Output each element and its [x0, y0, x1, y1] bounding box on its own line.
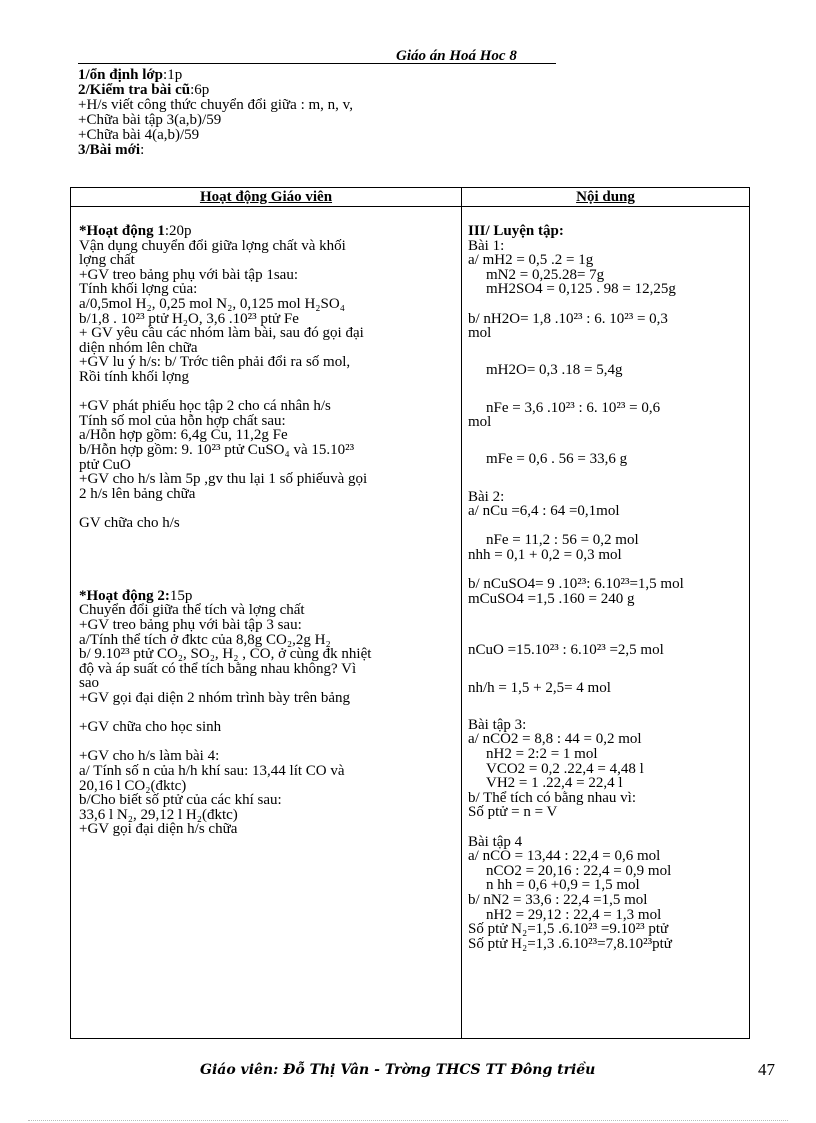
activity-line [78, 128, 353, 143]
line-text: Bài tập 3: [468, 716, 527, 733]
line-text: b/ nCuSO4= 9 .10²³: 6.10²³=1,5 mol [468, 576, 684, 593]
content-line [468, 282, 744, 297]
line-text: VH2 = 1 .22,4 = 22,4 l [486, 775, 623, 792]
footer-author: Giáo viên: Đỗ Thị Vân - Trờng THCS TT Đông triều [200, 1062, 596, 1078]
content-line [468, 908, 744, 923]
line-text: b/1,8 . 10²³ ptử H₂O, 3,6 .10²³ ptử Fe [79, 310, 299, 327]
line-text: :20p [164, 223, 192, 239]
content-line [468, 297, 744, 312]
line-text: mCuSO4 =1,5 .160 = 240 g [468, 590, 635, 607]
line-text: b/ 9.10²³ ptử CO₂, SO₂, H₂ , CO, ở cùng đk nhiệt [79, 646, 372, 663]
activity-line [79, 530, 455, 545]
line-text: mH2SO4 = 0,125 . 98 = 12,25g [486, 281, 676, 298]
line-text: mol [468, 325, 492, 342]
line-text: mH2O= 0,3 .18 = 5,4g [486, 362, 623, 379]
activity-line [79, 691, 455, 706]
line-bold: *Hoạt động 1 [79, 223, 165, 239]
content-line [468, 718, 744, 733]
line-text: +GV cho h/s làm bài 4: [79, 748, 220, 765]
line-text: mFe = 0,6 . 56 = 33,6 g [486, 451, 628, 468]
activity-line [79, 312, 455, 327]
line-text: a/ mH2 = 0,5 .2 = 1g [468, 252, 594, 269]
content-line [468, 805, 744, 820]
content-line [468, 504, 744, 519]
content-line [468, 562, 744, 577]
activity-line [79, 472, 455, 487]
activity-line [79, 793, 455, 808]
content-line [468, 326, 744, 341]
activity-line [79, 487, 455, 502]
content-column [468, 224, 744, 951]
line-text: :1p [163, 67, 183, 83]
content-line [468, 629, 744, 644]
content-line [468, 239, 744, 254]
line-text: Số ptử H₂=1,3 .6.10²³=7,8.10²³ptử [468, 935, 672, 952]
content-line [468, 791, 744, 806]
line-text: +GV treo bảng phụ với bài tập 1sau: [79, 266, 298, 283]
line-text: :6p [190, 82, 210, 98]
line-text: b/Hỗn hợp gồm: 9. 10²³ ptử CuSO₄ và 15.10²³ [79, 441, 355, 458]
content-line [468, 776, 744, 791]
lesson-table [70, 187, 750, 1039]
content-line [468, 762, 744, 777]
activity-line [79, 224, 455, 239]
content-line [468, 864, 744, 879]
line-text: 33,6 l N₂, 29,12 l H₂(đktc) [79, 806, 238, 823]
line-text: nH2 = 2:2 = 1 mol [486, 746, 598, 762]
content-line [468, 747, 744, 762]
line-bold: 1/ổn định lớp [78, 67, 164, 83]
activity-line [79, 808, 455, 823]
activity-line [79, 706, 455, 721]
activity-line [79, 282, 455, 297]
content-line [468, 835, 744, 850]
content-line [468, 415, 744, 430]
line-text: Bài 1: [468, 237, 505, 254]
activity-line [79, 735, 455, 750]
content-line [468, 732, 744, 747]
line-text: +GV treo bảng phụ với bài tập 3 sau: [79, 617, 302, 634]
content-line [468, 922, 744, 937]
activity-line [79, 370, 455, 385]
teacher-activity-column [79, 224, 455, 837]
content-line [468, 681, 744, 696]
activity-line [79, 268, 455, 283]
content-line [468, 312, 744, 327]
page-bottom-rule [28, 1120, 788, 1121]
line-text: Tính số mol của hỗn hợp chất sau: [79, 412, 286, 429]
line-text: +Chữa bài tập 3(a,b)/59 [78, 112, 222, 128]
header-title: Giáo án Hoá Hoc 8 [396, 48, 517, 64]
content-line [468, 878, 744, 893]
line-text: Rồi tính khối lợng [79, 368, 190, 385]
activity-line [78, 143, 353, 158]
line-text: 2 h/s lên bảng chữa [79, 485, 196, 502]
line-text: nCO2 = 20,16 : 22,4 = 0,9 mol [486, 862, 672, 879]
activity-line [79, 720, 455, 735]
line-text: n hh = 0,6 +0,9 = 1,5 mol [486, 877, 640, 894]
line-text: a/Tính thể tích ở đktc của 8,8g CO₂,2g H₂ [79, 631, 331, 648]
activity-line [79, 662, 455, 677]
line-text: nFe = 11,2 : 56 = 0,2 mol [486, 532, 639, 549]
activity-line [79, 574, 455, 589]
line-text: Số ptử = n = V [468, 804, 558, 821]
page-number: 47 [758, 1060, 775, 1079]
line-text: nhh = 0,1 + 0,2 = 0,3 mol [468, 546, 622, 563]
content-line [468, 363, 744, 378]
intro-section [78, 68, 353, 158]
line-text: a/ nCu =6,4 : 64 =0,1mol [468, 503, 620, 520]
line-text: a/ Tính số n của h/h khí sau: 13,44 lít CO và [79, 762, 345, 779]
line-bold: 3/Bài mới [78, 142, 141, 158]
line-text: mol [468, 414, 492, 431]
line-text: a/ nCO = 13,44 : 22,4 = 0,6 mol [468, 848, 661, 865]
header-divider [71, 206, 749, 207]
activity-line [79, 545, 455, 560]
content-line [468, 438, 744, 453]
line-text: b/ nN2 = 33,6 : 22,4 =1,5 mol [468, 891, 648, 908]
activity-line [79, 501, 455, 516]
line-text: ptử CuO [79, 456, 131, 473]
content-line [468, 253, 744, 268]
activity-line [79, 458, 455, 473]
line-text: +GV chữa cho học sinh [79, 719, 222, 736]
content-line [468, 893, 744, 908]
content-line [468, 268, 744, 283]
activity-line [79, 516, 455, 531]
line-text: nCuO =15.10²³ : 6.10²³ =2,5 mol [468, 642, 664, 659]
line-bold: 2/Kiểm tra bài cũ [78, 82, 191, 98]
line-text: a/0,5mol H₂, 0,25 mol N₂, 0,125 mol H₂SO₄ [79, 295, 345, 312]
content-line [468, 490, 744, 505]
line-text: a/ nCO2 = 8,8 : 44 = 0,2 mol [468, 731, 642, 748]
line-text: mN2 = 0,25.28= 7g [486, 266, 605, 283]
activity-line [79, 326, 455, 341]
activity-line [79, 647, 455, 662]
line-text: a/Hỗn hợp gồm: 6,4g Cu, 11,2g Fe [79, 427, 288, 444]
content-line [468, 349, 744, 364]
activity-line [79, 603, 455, 618]
line-text: Vận dụng chuyển đổi giữa lợng chất và khối [79, 237, 346, 254]
line-text: nh/h = 1,5 + 2,5= 4 mol [468, 679, 611, 696]
content-line [468, 643, 744, 658]
activity-line [78, 98, 353, 113]
line-text: +GV gọi đại diện 2 nhóm trình bày trên bảng [79, 690, 351, 706]
activity-line [78, 83, 353, 98]
line-text: Tính khối lợng của: [79, 281, 198, 298]
column-divider [461, 188, 462, 1038]
line-text: VCO2 = 0,2 .22,4 = 4,48 l [486, 760, 644, 777]
content-line [468, 614, 744, 629]
activity-line [79, 253, 455, 268]
line-text: +GV phát phiếu học tập 2 cho cá nhân h/s [79, 398, 331, 415]
line-text: Bài 2: [468, 488, 505, 505]
activity-line [78, 113, 353, 128]
activity-line [79, 297, 455, 312]
activity-line [78, 68, 353, 83]
line-text: b/Cho biết số ptử của các khí sau: [79, 792, 282, 809]
content-line [468, 820, 744, 835]
header-rule [78, 63, 556, 64]
line-text: : [140, 142, 145, 158]
line-text: +Chữa bài 4(a,b)/59 [78, 127, 200, 143]
activity-line [79, 749, 455, 764]
content-line [468, 937, 744, 952]
content-line [468, 548, 744, 563]
activity-line [79, 618, 455, 633]
content-line [468, 703, 744, 718]
col-header-teacher: Hoạt động Giáo viên [199, 189, 333, 205]
activity-line [79, 560, 455, 575]
activity-line [79, 764, 455, 779]
line-text: +H/s viết công thức chuyển đổi giữa : m, n, v, [78, 97, 353, 113]
line-text: b/ nH2O= 1,8 .10²³ : 6. 10²³ = 0,3 [468, 310, 668, 327]
content-line [468, 666, 744, 681]
content-line [468, 475, 744, 490]
content-line [468, 224, 744, 239]
activity-line [79, 385, 455, 400]
content-line [468, 452, 744, 467]
content-line [468, 519, 744, 534]
content-line [468, 849, 744, 864]
col-header-content: Nội dung [576, 189, 635, 205]
activity-line [79, 239, 455, 254]
line-text: +GV lu ý h/s: b/ Trớc tiên phải đổi ra số mol, [79, 354, 351, 371]
activity-line [79, 589, 455, 604]
activity-line [79, 443, 455, 458]
line-text: b/ Thể tích có bằng nhau vì: [468, 789, 637, 806]
line-text: lợng chất [79, 252, 135, 269]
line-text: +GV gọi đại diện h/s chữa [79, 821, 238, 838]
line-bold: III/ Luyện tập: [468, 223, 564, 239]
activity-line [79, 676, 455, 691]
activity-line [79, 822, 455, 837]
activity-line [79, 428, 455, 443]
content-line [468, 386, 744, 401]
activity-line [79, 633, 455, 648]
line-text: Số ptử N₂=1,5 .6.10²³ =9.10²³ ptử [468, 921, 669, 938]
line-text: Bài tập 4 [468, 833, 523, 850]
line-text: +GV cho h/s làm 5p ,gv thu lại 1 số phiếuvà gọi [79, 471, 368, 488]
line-text: sao [79, 675, 99, 692]
activity-line [79, 355, 455, 370]
line-text: Chuyển đổi giữa thể tích và lợng chất [79, 602, 305, 619]
line-text: 15p [169, 587, 193, 604]
content-line [468, 401, 744, 416]
line-text: độ và áp suất có thể tích bằng nhau không? Vì [79, 660, 357, 677]
activity-line [79, 414, 455, 429]
content-line [468, 533, 744, 548]
line-text: + GV yêu cầu các nhóm làm bài, sau đó gọi đại [79, 325, 364, 342]
line-text: diện nhóm lên chữa [79, 339, 198, 356]
activity-line [79, 779, 455, 794]
line-text: GV chữa cho h/s [79, 514, 180, 531]
activity-line [79, 341, 455, 356]
line-text: nH2 = 29,12 : 22,4 = 1,3 mol [486, 906, 662, 923]
content-line [468, 577, 744, 592]
line-text: 20,16 l CO₂(đktc) [79, 777, 187, 794]
activity-line [79, 399, 455, 414]
content-line [468, 592, 744, 607]
line-text: nFe = 3,6 .10²³ : 6. 10²³ = 0,6 [486, 399, 661, 416]
line-bold: *Hoạt động 2: [79, 587, 170, 604]
